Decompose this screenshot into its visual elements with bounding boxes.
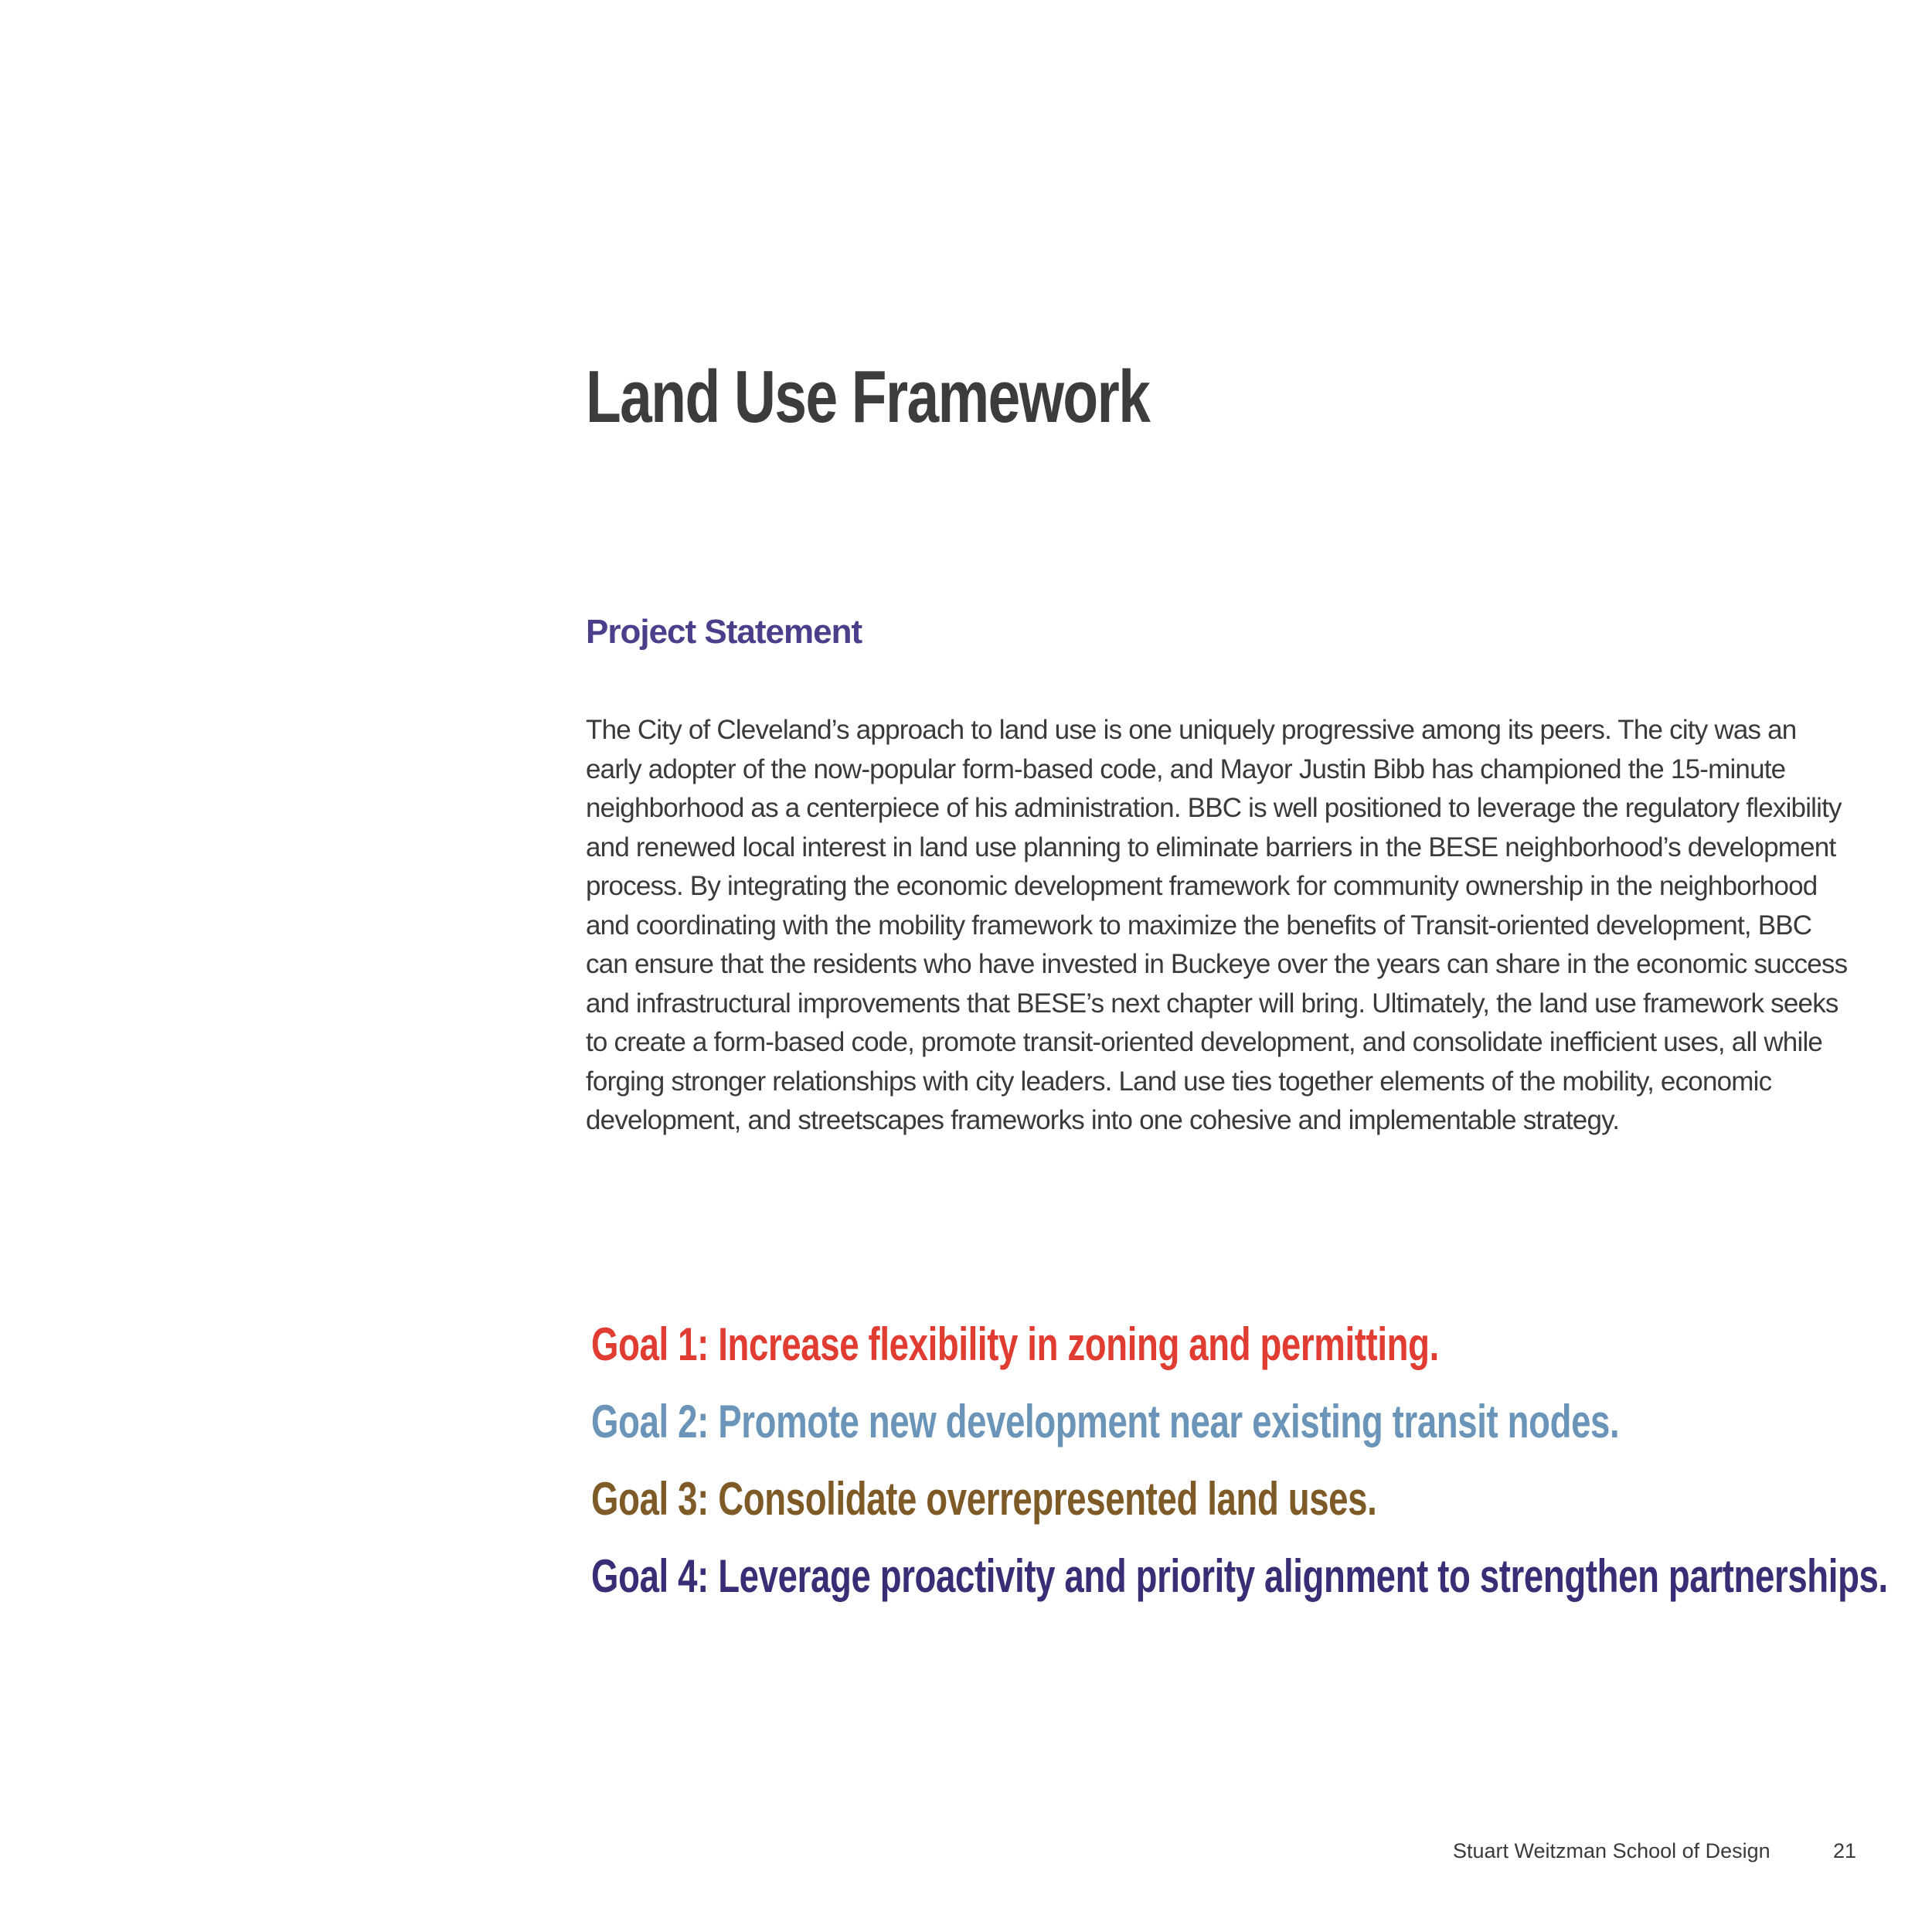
goal-text: Leverage proactivity and priority alignment to strengthen partnerships. bbox=[718, 1550, 1888, 1602]
goals-list bbox=[591, 1306, 1932, 1615]
footer-school-name: Stuart Weitzman School of Design bbox=[1453, 1839, 1770, 1862]
section-heading: Project Statement bbox=[586, 613, 862, 651]
goal-label: Goal 3 bbox=[591, 1473, 698, 1525]
page-number: 21 bbox=[1833, 1839, 1857, 1862]
page-title: Land Use Framework bbox=[586, 355, 1150, 438]
goal-item-1: Goal 1: Increase flexibility in zoning and permitting. bbox=[591, 1318, 1439, 1370]
goal-text: Consolidate overrepresented land uses. bbox=[718, 1473, 1377, 1525]
goal-item-3: Goal 3: Consolidate overrepresented land uses. bbox=[591, 1473, 1377, 1525]
goal-label: Goal 4 bbox=[591, 1550, 698, 1602]
goal-text: Promote new development near existing transit nodes. bbox=[718, 1396, 1620, 1447]
goal-text: Increase flexibility in zoning and permitting. bbox=[718, 1318, 1439, 1370]
goal-label: Goal 1 bbox=[591, 1318, 698, 1370]
project-statement-paragraph: The City of Cleveland’s approach to land use is one uniquely progressive among its peers. The city was an early adopter of the now-popular form-based code, and Mayor Justin Bibb has championed the 15-minute neighborhood as a centerpiece of his administration. BBC is well positioned to leverage the regulatory flexibility and renewed local interest in land use planning to eliminate barriers in the BESE neighborhood’s development process. By integrating the economic development framework for community ownership in the neighborhood and coordinating with the mobility framework to maximize the benefits of Transit-oriented development, BBC can ensure that the residents who have invested in Buckeye over the years can share in the economic success and infrastructural improvements that BESE’s next chapter will bring. Ultimately, the land use framework seeks to create a form-based code, promote transit-oriented development, and consolidate inefficient uses, all while forging stronger relationships with city leaders. Land use ties together elements of the mobility, economic development, and streetscapes frameworks into one cohesive and implementable strategy. bbox=[586, 715, 1848, 1135]
goal-item-2: Goal 2: Promote new development near existing transit nodes. bbox=[591, 1396, 1620, 1447]
goal-label: Goal 2 bbox=[591, 1396, 698, 1447]
goal-item-4: Goal 4: Leverage proactivity and priority alignment to strengthen partnerships. bbox=[591, 1550, 1888, 1602]
